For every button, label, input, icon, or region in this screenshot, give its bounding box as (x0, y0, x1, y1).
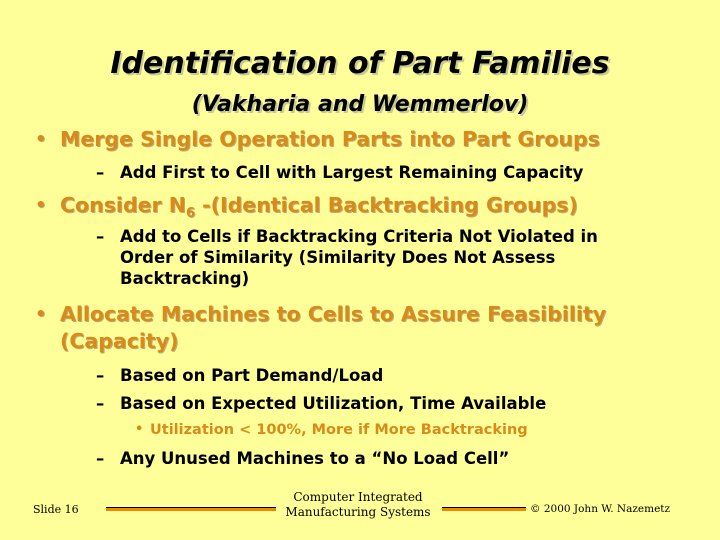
bullet-consider-n6 (35, 192, 578, 227)
bullet-merge-single-operation (35, 126, 600, 153)
dash-icon: – (96, 394, 105, 413)
footer-course-line-2: Manufacturing Systems (285, 505, 431, 519)
bullet-text-pre: Consider N (60, 193, 186, 217)
slide-number: Slide 16 (33, 503, 79, 516)
footer-rule-right (442, 507, 526, 510)
bullet-line-1: Allocate Machines to Cells to Assure Feasibility (60, 302, 607, 326)
footer-copyright: © 2000 John W. Nazemetz (530, 503, 671, 515)
footer-rule-left (106, 507, 276, 510)
bullet-text: Merge Single Operation Parts into Part Groups (60, 127, 600, 151)
sub-bullet-add-first (96, 162, 584, 183)
slide-title: Identification of Part Families (110, 46, 610, 81)
footer-course-title (283, 490, 433, 520)
sub-bullet-expected-utilization (96, 393, 547, 414)
sub-sub-bullet-text: Utilization < 100%, More if More Backtracking (150, 422, 528, 438)
sub-bullet-text: Based on Expected Utilization, Time Available (120, 394, 547, 413)
sub-bullet-text: Add First to Cell with Largest Remaining Capacity (120, 163, 584, 182)
bullet-dot-icon: • (35, 195, 47, 216)
dash-icon: – (96, 163, 105, 182)
dash-icon: – (96, 449, 105, 468)
bullet-text-subscript: 6 (185, 206, 195, 222)
bullet-text-post: -(Identical Backtracking Groups) (194, 193, 578, 217)
sub-bullet-part-demand (96, 365, 384, 386)
dash-icon: – (96, 366, 105, 385)
sub-bullet-unused-machines (96, 448, 510, 469)
footer-course-line-1: Computer Integrated (293, 490, 423, 504)
bullet-dot-icon: • (135, 422, 144, 437)
sub-bullet-line-3: Backtracking) (120, 269, 250, 288)
bullet-allocate-machines (35, 301, 607, 355)
sub-bullet-add-to-cells (96, 226, 598, 289)
bullet-line-2: (Capacity) (60, 329, 179, 353)
sub-bullet-text: Any Unused Machines to a “No Load Cell” (120, 449, 510, 468)
slide-subtitle: (Vakharia and Wemmerlov) (191, 92, 529, 117)
sub-bullet-line-1: Add to Cells if Backtracking Criteria Not Violated in (120, 227, 598, 246)
sub-bullet-line-2: Order of Similarity (Similarity Does Not Assess (120, 248, 556, 267)
dash-icon: – (96, 227, 105, 246)
bullet-dot-icon: • (35, 129, 47, 150)
sub-bullet-text: Based on Part Demand/Load (120, 366, 384, 385)
bullet-dot-icon: • (35, 304, 47, 325)
sub-sub-bullet-utilization (135, 421, 528, 439)
